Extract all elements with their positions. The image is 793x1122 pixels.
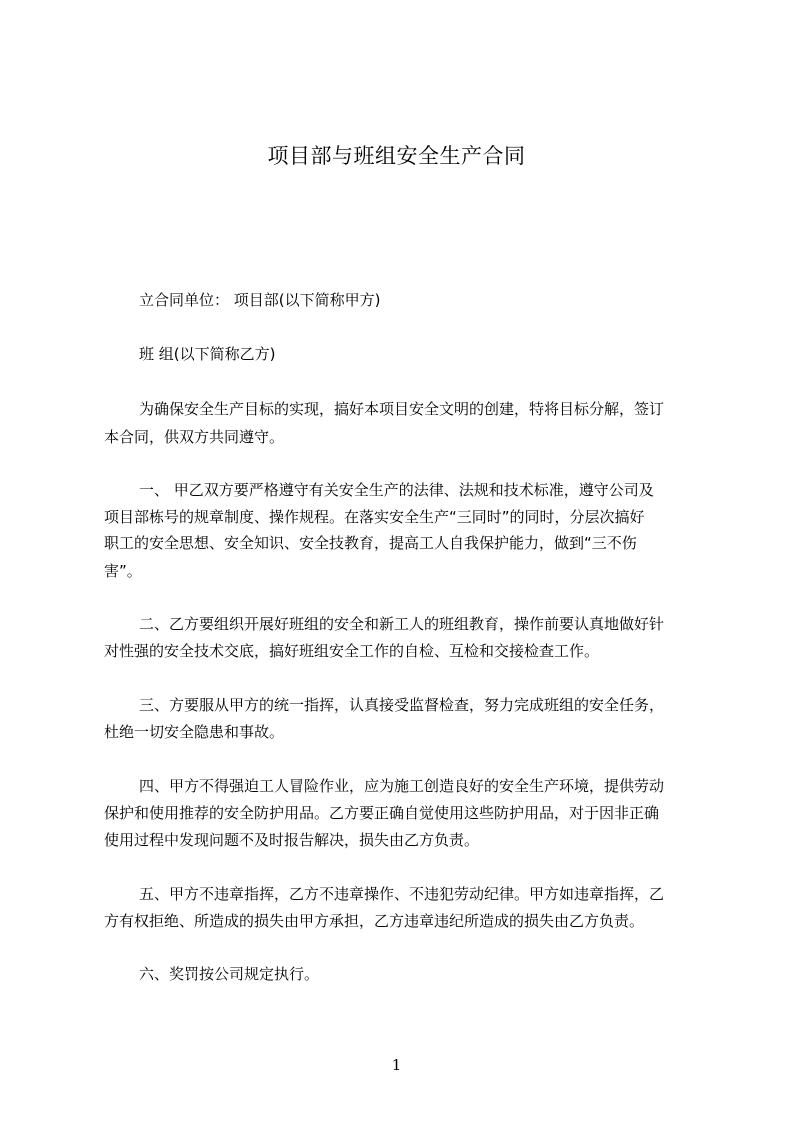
clause-1-line-3: 职工的安全思想、安全知识、安全技教育，提高工人自我保护能力，做到“三不伤 [104, 534, 637, 552]
party-b-line: 班 组(以下简称乙方) [139, 345, 276, 363]
clause-2-line-2: 对性强的安全技术交底，搞好班组安全工作的自检、互检和交接检查工作。 [104, 642, 600, 660]
document-title: 项目部与班组安全生产合同 [267, 144, 526, 168]
intro-line-1: 为确保安全生产目标的实现，搞好本项目安全文明的创建，特将目标分解，签订 [139, 400, 665, 418]
clause-3-line-1: 三、方要服从甲方的统一指挥，认真接受监督检查，努力完成班组的安全任务， [139, 696, 665, 714]
clause-1-line-1: 一、 甲乙双方要严格遵守有关安全生产的法律、法规和技术标准，遵守公司及 [139, 481, 654, 499]
clause-3-line-2: 杜绝一切安全隐患和事故。 [104, 723, 285, 741]
clause-6-line: 六、奖罚按公司规定执行。 [139, 965, 320, 983]
clause-4-line-3: 使用过程中发现问题不及时报告解决，损失由乙方负责。 [104, 831, 480, 849]
intro-line-2: 本合同，供双方共同遵守。 [104, 428, 285, 446]
clause-1-line-4: 害”。 [104, 562, 142, 580]
clause-5-line-1: 五、甲方不违章指挥，乙方不违章操作、不违犯劳动纪律。甲方如违章指挥，乙 [139, 885, 665, 903]
party-a-line: 立合同单位： 项目部(以下简称甲方) [139, 291, 381, 309]
clause-5-line-2: 方有权拒绝、所造成的损失由甲方承担，乙方违章违纪所造成的损失由乙方负责。 [104, 912, 645, 930]
clause-2-line-1: 二、乙方要组织开展好班组的安全和新工人的班组教育，操作前要认真地做好针 [139, 615, 665, 633]
page-number: 1 [391, 1056, 402, 1074]
clause-1-line-2: 项目部栋号的规章制度、操作规程。在落实安全生产“三同时”的同时，分层次搞好 [104, 508, 645, 526]
clause-4-line-1: 四、甲方不得强迫工人冒险作业，应为施工创造良好的安全生产环境，提供劳动 [139, 777, 665, 795]
clause-4-line-2: 保护和使用推荐的安全防护用品。乙方要正确自觉使用这些防护用品，对于因非正确 [104, 804, 660, 822]
